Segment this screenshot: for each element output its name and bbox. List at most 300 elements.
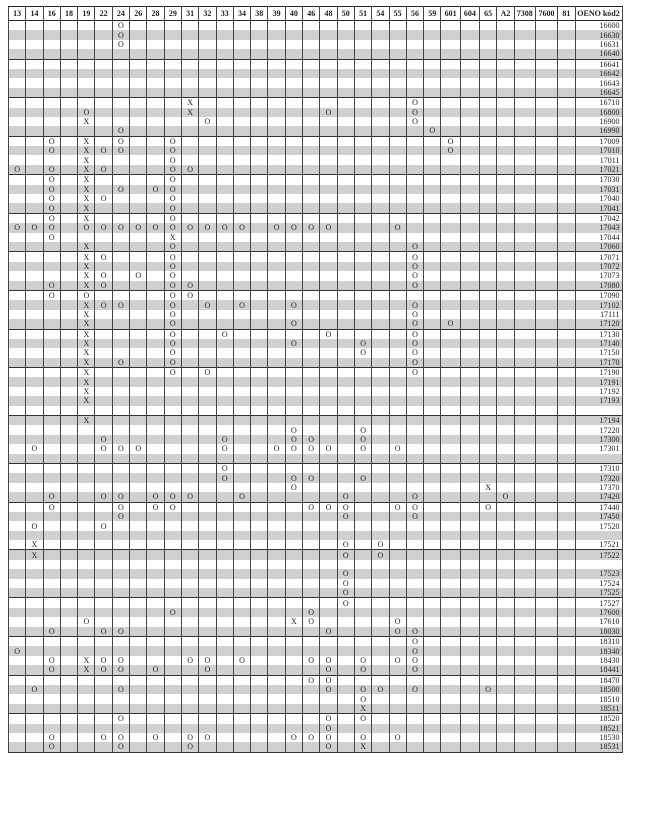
mark-cell [147,290,164,300]
mark-cell [460,185,479,194]
mark-cell [535,358,557,368]
mark-cell [233,117,250,126]
mark-cell [95,598,112,608]
mark-cell: O [43,742,60,752]
mark-cell [78,492,95,502]
mark-cell: O [181,492,198,502]
mark-cell [497,512,514,521]
mark-cell [514,165,535,175]
mark-cell [424,310,441,319]
mark-cell [535,473,557,482]
mark-cell [216,319,233,329]
mark-cell [424,88,441,98]
mark-cell [251,608,268,617]
mark-cell [147,358,164,368]
mark-cell [497,88,514,98]
mark-cell [285,540,302,550]
mark-cell [164,117,181,126]
mark-cell: O [406,108,423,117]
mark-cell [233,40,250,49]
mark-cell [535,425,557,434]
mark-cell: O [95,271,112,280]
mark-cell [389,40,406,49]
mark-cell [354,492,371,502]
code-cell: 17420 [575,492,622,502]
mark-cell [558,733,575,742]
mark-cell [303,637,320,647]
mark-cell [216,396,233,405]
mark-cell [441,117,460,126]
mark-cell [460,502,479,512]
mark-cell: O [285,473,302,482]
mark-cell [535,656,557,665]
mark-cell [460,203,479,213]
mark-cell [497,685,514,694]
mark-cell [181,319,198,329]
mark-cell: X [78,665,95,675]
code-cell: 18441 [575,665,622,675]
mark-cell [460,685,479,694]
mark-cell [460,742,479,752]
mark-cell [424,416,441,426]
mark-cell [78,569,95,578]
mark-cell: X [78,262,95,271]
mark-cell [216,492,233,502]
mark-cell [389,290,406,300]
mark-cell [320,88,337,98]
mark-cell [95,98,112,108]
mark-cell [337,242,354,252]
mark-cell [43,21,60,31]
mark-cell [441,242,460,252]
mark-cell [60,108,77,117]
mark-cell [424,108,441,117]
mark-cell [558,59,575,69]
mark-cell [303,387,320,396]
mark-cell [9,627,26,637]
mark-cell [78,49,95,59]
mark-cell [285,656,302,665]
mark-cell: O [406,242,423,252]
mark-cell [480,435,497,444]
mark-cell [147,473,164,482]
mark-cell [268,396,285,405]
mark-cell [285,637,302,647]
code-cell: 17440 [575,502,622,512]
mark-cell: O [43,203,60,213]
mark-cell [424,425,441,434]
mark-cell [199,646,216,655]
mark-cell [95,416,112,426]
mark-cell [460,310,479,319]
mark-cell [441,59,460,69]
mark-cell [424,733,441,742]
mark-cell: O [164,262,181,271]
mark-cell [9,598,26,608]
mark-cell [406,203,423,213]
mark-cell [535,531,557,540]
mark-cell [480,348,497,357]
mark-cell: X [78,175,95,185]
mark-cell [78,502,95,512]
mark-cell [320,521,337,530]
mark-cell [354,252,371,262]
mark-cell: O [285,300,302,309]
mark-cell [320,126,337,136]
mark-cell [303,560,320,569]
mark-cell [26,213,43,223]
mark-cell [78,40,95,49]
mark-cell: O [95,146,112,155]
mark-cell [130,290,147,300]
mark-cell [558,69,575,78]
mark-cell [60,444,77,453]
mark-cell [199,233,216,242]
table-row [9,78,623,87]
mark-cell: O [9,223,26,232]
mark-cell [389,194,406,203]
mark-cell [354,69,371,78]
mark-cell [78,694,95,703]
mark-cell [164,454,181,464]
mark-cell [78,406,95,416]
mark-cell [337,252,354,262]
mark-cell [320,598,337,608]
mark-cell [268,300,285,309]
mark-cell: O [164,165,181,175]
code-cell [575,406,622,416]
mark-cell [130,300,147,309]
mark-cell [26,194,43,203]
table-row [9,646,623,655]
mark-cell [372,271,389,280]
mark-cell [424,714,441,724]
mark-cell [372,69,389,78]
mark-cell [216,377,233,386]
mark-cell [233,435,250,444]
mark-cell [130,637,147,647]
mark-cell [251,569,268,578]
mark-cell [233,271,250,280]
mark-cell [147,368,164,378]
mark-cell [535,213,557,223]
mark-cell [60,49,77,59]
mark-cell [535,396,557,405]
mark-cell [268,242,285,252]
code-cell: 18521 [575,724,622,733]
mark-cell [251,473,268,482]
mark-cell [9,339,26,348]
mark-cell [514,329,535,339]
code-cell: 17300 [575,435,622,444]
mark-cell [268,425,285,434]
mark-cell [480,213,497,223]
mark-cell [514,627,535,637]
mark-cell: O [441,146,460,155]
mark-cell [320,406,337,416]
mark-cell [78,588,95,598]
mark-cell: O [441,136,460,146]
mark-cell [26,271,43,280]
mark-cell [147,598,164,608]
mark-cell [26,108,43,117]
mark-cell [233,339,250,348]
mark-cell [233,579,250,588]
mark-cell [424,262,441,271]
mark-cell [9,608,26,617]
mark-cell [112,569,129,578]
mark-cell [497,569,514,578]
mark-cell [460,637,479,647]
mark-cell [303,319,320,329]
mark-cell [535,290,557,300]
mark-cell [303,396,320,405]
mark-cell: O [164,310,181,319]
mark-cell [460,78,479,87]
mark-cell [268,406,285,416]
mark-cell [285,521,302,530]
table-row [9,319,623,329]
mark-cell [9,454,26,464]
mark-cell [112,78,129,87]
mark-cell [441,233,460,242]
mark-cell [9,310,26,319]
mark-cell [497,108,514,117]
table-row [9,724,623,733]
mark-cell [95,608,112,617]
mark-cell [406,21,423,31]
mark-cell [95,502,112,512]
mark-cell [389,579,406,588]
mark-cell [372,492,389,502]
mark-cell [78,512,95,521]
mark-cell [354,483,371,492]
mark-cell [251,185,268,194]
mark-cell [535,377,557,386]
mark-cell [78,608,95,617]
mark-cell [441,310,460,319]
mark-cell [497,310,514,319]
mark-cell [389,126,406,136]
mark-cell [9,262,26,271]
mark-cell: O [216,329,233,339]
mark-cell: O [95,281,112,291]
table-header-row [9,7,623,21]
mark-cell [164,444,181,453]
mark-cell [147,21,164,31]
table-row [9,98,623,108]
mark-cell [164,463,181,473]
mark-cell [460,21,479,31]
mark-cell [535,521,557,530]
mark-cell [303,704,320,714]
table-row [9,742,623,752]
mark-cell [514,377,535,386]
mark-cell [60,608,77,617]
mark-cell [60,126,77,136]
mark-cell [164,512,181,521]
mark-cell [9,126,26,136]
mark-cell: O [320,444,337,453]
mark-cell [130,59,147,69]
mark-cell [535,310,557,319]
mark-cell [251,175,268,185]
mark-cell [303,98,320,108]
mark-cell [216,531,233,540]
mark-cell [303,213,320,223]
mark-cell [251,271,268,280]
mark-cell [535,126,557,136]
mark-cell [406,185,423,194]
mark-cell [285,155,302,164]
mark-cell [497,377,514,386]
mark-cell [441,126,460,136]
mark-cell [441,569,460,578]
mark-cell [372,473,389,482]
mark-cell: O [112,742,129,752]
mark-cell [43,387,60,396]
mark-cell: X [78,194,95,203]
mark-cell [303,136,320,146]
mark-cell: O [354,733,371,742]
mark-cell [147,637,164,647]
mark-cell [558,88,575,98]
mark-cell [480,290,497,300]
mark-cell [251,78,268,87]
mark-cell [354,146,371,155]
mark-cell [216,49,233,59]
mark-cell [497,319,514,329]
mark-cell [424,694,441,703]
mark-cell [130,560,147,569]
mark-cell: O [164,290,181,300]
mark-cell [535,319,557,329]
mark-cell [372,724,389,733]
mark-cell [216,512,233,521]
mark-cell [337,262,354,271]
mark-cell [233,368,250,378]
table-row [9,194,623,203]
mark-cell [130,368,147,378]
mark-cell [441,627,460,637]
mark-cell [233,78,250,87]
mark-cell [320,185,337,194]
mark-cell [268,368,285,378]
mark-cell: O [147,502,164,512]
mark-cell [303,300,320,309]
mark-cell [199,290,216,300]
mark-cell [181,425,198,434]
mark-cell [441,733,460,742]
column-header: 38 [251,7,268,21]
mark-cell [441,223,460,232]
mark-cell [251,627,268,637]
mark-cell [320,78,337,87]
mark-cell [9,406,26,416]
mark-cell: O [389,444,406,453]
mark-cell [480,531,497,540]
mark-cell [535,492,557,502]
mark-cell [424,492,441,502]
mark-cell [9,59,26,69]
mark-cell [497,30,514,39]
mark-cell [43,512,60,521]
mark-cell [285,675,302,685]
mark-cell [514,88,535,98]
mark-cell [424,213,441,223]
mark-cell [268,319,285,329]
mark-cell [497,416,514,426]
mark-cell [43,271,60,280]
mark-cell [181,569,198,578]
mark-cell [424,646,441,655]
mark-cell [233,608,250,617]
code-cell: 17044 [575,233,622,242]
mark-cell [441,40,460,49]
mark-cell [372,637,389,647]
mark-cell: O [112,30,129,39]
mark-cell [199,98,216,108]
mark-cell [95,203,112,213]
mark-cell [389,233,406,242]
mark-cell [60,714,77,724]
mark-cell [558,242,575,252]
mark-cell [303,550,320,560]
mark-cell [558,136,575,146]
mark-cell [233,49,250,59]
mark-cell [43,368,60,378]
mark-cell: O [354,685,371,694]
mark-cell [60,358,77,368]
mark-cell [9,435,26,444]
mark-cell [514,512,535,521]
mark-cell [130,617,147,626]
mark-cell [147,512,164,521]
mark-cell [303,233,320,242]
mark-cell [354,724,371,733]
mark-cell [9,319,26,329]
mark-cell: O [199,368,216,378]
mark-cell [268,281,285,291]
mark-cell [441,271,460,280]
mark-cell [112,454,129,464]
mark-cell [337,714,354,724]
mark-cell [337,724,354,733]
mark-cell [389,69,406,78]
mark-cell: O [112,126,129,136]
mark-cell [112,588,129,598]
mark-cell [181,155,198,164]
mark-cell: O [164,319,181,329]
mark-cell [558,550,575,560]
mark-cell [424,588,441,598]
mark-cell: O [406,348,423,357]
mark-cell [60,319,77,329]
mark-cell [268,262,285,271]
mark-cell [233,59,250,69]
mark-cell [320,608,337,617]
mark-cell [268,724,285,733]
mark-cell [389,310,406,319]
mark-cell [164,675,181,685]
mark-cell: O [406,300,423,309]
mark-cell [514,598,535,608]
mark-cell [95,685,112,694]
mark-cell [199,194,216,203]
mark-cell [181,252,198,262]
mark-cell [497,646,514,655]
mark-cell [514,155,535,164]
